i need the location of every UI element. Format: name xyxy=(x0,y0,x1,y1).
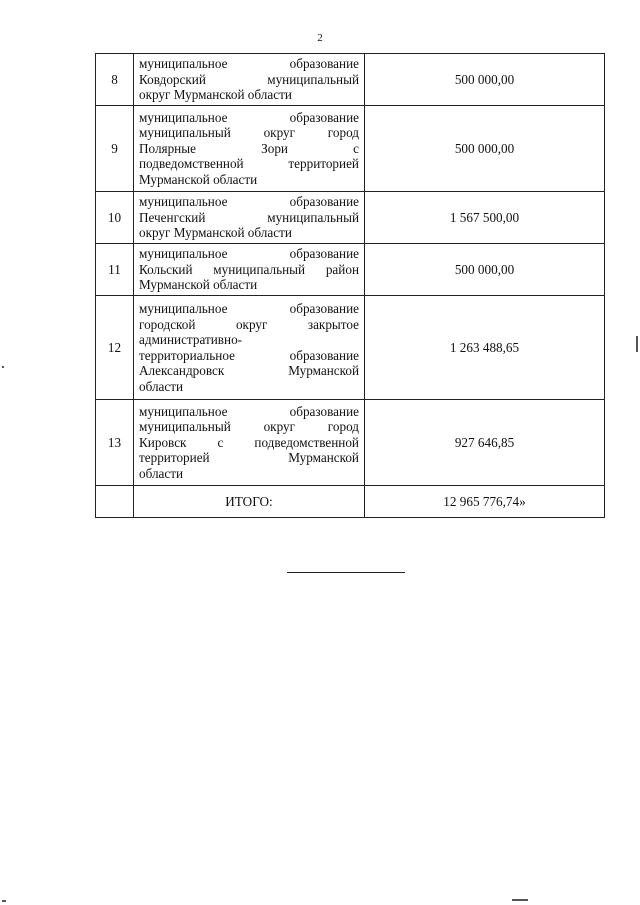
scan-edge-mark xyxy=(636,336,638,352)
municipality-name xyxy=(134,106,365,192)
total-label: ИТОГО: xyxy=(134,486,365,518)
allocation-amount: 927 646,85 xyxy=(365,400,605,486)
table-row xyxy=(96,244,605,296)
municipality-name xyxy=(134,244,365,296)
municipality-name-line: муниципальное образование xyxy=(139,246,359,262)
allocation-amount: 500 000,00 xyxy=(365,244,605,296)
allocation-amount: 500 000,00 xyxy=(365,106,605,192)
table-row xyxy=(96,192,605,244)
table-row xyxy=(96,54,605,106)
table-row xyxy=(96,296,605,400)
municipality-name-line: муниципальный округ город xyxy=(139,419,359,435)
scan-edge-mark xyxy=(2,366,4,368)
table-row xyxy=(96,400,605,486)
row-number: 13 xyxy=(96,400,134,486)
municipality-name-line: Кировск с подведомственной xyxy=(139,434,359,450)
allocation-amount: 1 263 488,65 xyxy=(365,296,605,400)
municipality-name-line: округ Мурманской области xyxy=(139,225,292,241)
closing-separator-line xyxy=(287,572,405,573)
municipality-name-line: муниципальное образование xyxy=(139,403,359,419)
municipality-name-line: Полярные Зори с xyxy=(139,140,359,156)
municipality-name-line: Кольский муниципальный район xyxy=(139,261,359,277)
municipality-name-line: подведомственной территорией xyxy=(139,156,359,172)
municipality-name-line: муниципальное образование xyxy=(139,301,359,316)
municipality-name-line: Мурманской области xyxy=(139,277,258,293)
row-number: 12 xyxy=(96,296,134,400)
total-amount: 12 965 776,74» xyxy=(365,486,605,518)
municipality-name-line: округ Мурманской области xyxy=(139,87,292,103)
scan-edge-mark xyxy=(2,900,6,902)
municipality-name-line: муниципальное образование xyxy=(139,194,359,210)
municipality-name-line: территорией Мурманской xyxy=(139,450,359,466)
municipality-name xyxy=(134,192,365,244)
row-number: 11 xyxy=(96,244,134,296)
scan-edge-mark xyxy=(512,899,528,901)
allocation-amount: 500 000,00 xyxy=(365,54,605,106)
row-number: 10 xyxy=(96,192,134,244)
municipality-name-line: Мурманской области xyxy=(139,171,258,187)
municipality-name-line: муниципальное образование xyxy=(139,109,359,125)
municipality-name xyxy=(134,400,365,486)
municipality-name-line: территориальное образование xyxy=(139,347,359,363)
total-empty-cell xyxy=(96,486,134,518)
municipality-name-line: административно- xyxy=(139,332,243,347)
row-number: 8 xyxy=(96,54,134,106)
municipality-name-line: Александровск Мурманской xyxy=(139,363,359,378)
municipality-name-line: области xyxy=(139,378,184,394)
municipality-name-line: муниципальное образование xyxy=(139,56,359,72)
municipality-name-line: городской округ закрытое xyxy=(139,316,359,332)
municipality-name-line: Ковдорский муниципальный xyxy=(139,71,359,87)
municipality-name xyxy=(134,54,365,106)
allocation-amount: 1 567 500,00 xyxy=(365,192,605,244)
municipality-name xyxy=(134,296,365,400)
allocation-table xyxy=(95,53,605,518)
municipality-name-line: области xyxy=(139,465,184,481)
page-number: 2 xyxy=(317,32,323,44)
table-row xyxy=(96,106,605,192)
table-body xyxy=(96,54,605,518)
municipality-name-line: муниципальный округ город xyxy=(139,125,359,141)
row-number: 9 xyxy=(96,106,134,192)
municipality-name-line: Печенгский муниципальный xyxy=(139,209,359,225)
total-row xyxy=(96,486,605,518)
